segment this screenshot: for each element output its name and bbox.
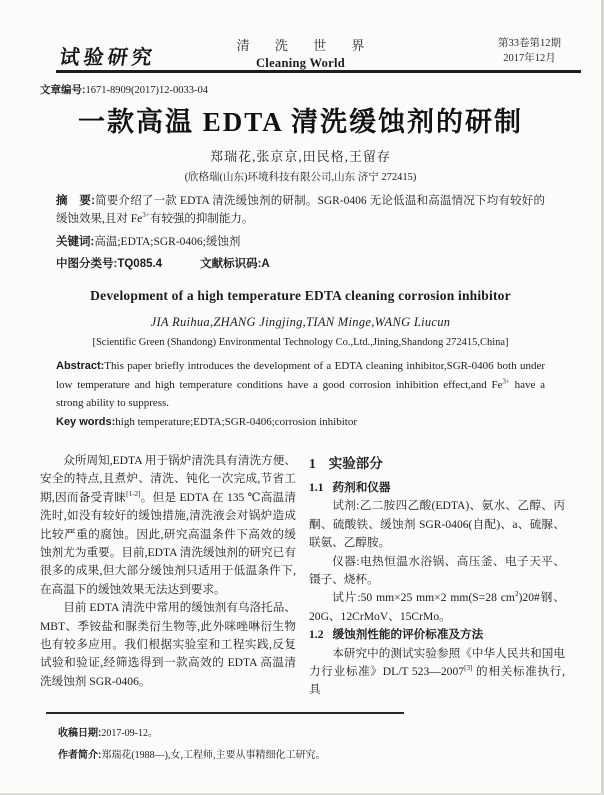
author-bio-value: 郑瑞花(1988—),女,工程师,主要从事精细化工研究。 <box>101 750 326 761</box>
paragraph-instruments: 仪器:电热恒温水浴锅、高压釜、电子天平、镊子、烧杯。 <box>309 554 565 587</box>
section-title: 实验部分 <box>328 456 383 471</box>
abstract-en-text: This paper briefly introduces the development of a EDTA cleaning inhibitor,SGR-0406 both under low temperature and high temperature conditions have a good corrosion inhibition effect,and $Fe^{3+}$ have a strong ability to suppress. <box>56 360 545 409</box>
header-rule <box>56 70 581 73</box>
journal-masthead <box>150 35 451 71</box>
paragraph-intro: 众所周知,EDTA 用于锅炉清洗具有清洗方便、安全的特点,且煮炉、清洗、钝化一次完成,节省工期,因而备受青睐[1-2]。但是 EDTA 在 135 ℃高温清洗时,如没有较好的缓蚀措施,清洗液会对锅炉造成比较严重的腐蚀。因此,研究高温条件下高效的缓蚀剂尤为重要。目前,EDTA 清洗缓蚀剂的研究已有很多的成果,但大部分缓蚀剂只适用于低温条件下,在高温下的缓蚀效果无法达到要求。 <box>40 454 297 596</box>
paragraph-inhibitors: 目前 EDTA 清洗中常用的缓蚀剂有乌洛托品、MBT、季铵盐和脲类衍生物等,此外咪唑啉衍生物也有较多应用。我们根据实验室和工程实践,反复试验和验证,经筛选得到一款高效的 EDTA 高温清洗缓蚀剂 SGR-0406。 <box>40 601 296 688</box>
subsection-heading-evaluation <box>309 626 565 644</box>
subsection-number: 1.2 <box>309 628 324 642</box>
paper-affiliation-cn: (欣格瑞(山东)环境科技有限公司,山东 济宁 272415) <box>184 172 417 183</box>
issue-info <box>498 36 561 66</box>
keywords-cn-label: 关键词: <box>56 235 95 248</box>
abstract-en-block <box>56 357 545 431</box>
body-left-column <box>40 452 296 700</box>
section-number: 1 <box>309 456 316 471</box>
journal-title-cn: 清 洗 世 界 <box>236 38 376 53</box>
english-heading-block <box>0 288 601 348</box>
abstract-cn <box>56 193 545 229</box>
received-date-value: 2017-09-12。 <box>101 728 159 739</box>
author-bio <box>58 746 326 761</box>
paper-authors-cn: 郑瑞花,张京京,田民格,王留存 <box>210 149 391 164</box>
paragraph-reagents: 试剂:乙二胺四乙酸(EDTA)、氨水、乙醇、丙酮、硫酸铁、缓蚀剂 SGR-0406(自配)、a、硫脲、联氨、乙醇胺。 <box>309 499 565 550</box>
abstract-cn-block <box>56 193 545 274</box>
paper-title-en: Development of a high temperature EDTA cleaning corrosion inhibitor <box>90 288 511 303</box>
keywords-cn-text: 高温;EDTA;SGR-0406;缓蚀剂 <box>94 235 241 248</box>
subsection-number: 1.1 <box>309 481 324 494</box>
classification-line <box>56 256 545 274</box>
section-heading-experiment <box>309 454 565 474</box>
keywords-cn <box>56 234 545 252</box>
journal-section-label: 试验研究 <box>58 47 158 69</box>
paper-authors-en: JIA Ruihua,ZHANG Jingjing,TIAN Minge,WANG Liucun <box>150 315 451 329</box>
document-code: 文献标识码:A <box>200 258 270 271</box>
clc-number: 中图分类号:TQ085.4 <box>56 258 163 271</box>
abstract-en <box>56 357 545 413</box>
abstract-cn-label: 摘 要: <box>56 195 95 207</box>
body-columns <box>40 452 565 700</box>
abstract-en-label: Abstract: <box>56 360 105 372</box>
abstract-cn-text: 简要介绍了一款 EDTA 清洗缓蚀剂的研制。SGR-0406 无论低温和高温情况下均有较好的缓蚀效果,且对 $Fe^{3+}$有较强的抑制能力。 <box>56 195 545 225</box>
issue-volume: 第33卷第12期 <box>498 38 561 49</box>
keywords-en-text: high temperature;EDTA;SGR-0406;corrosion inhibitor <box>115 415 357 428</box>
paper-affiliation-en: [Scientific Green (Shandong) Environmental Technology Co.,Ltd.,Jining,Shandong 272415,China] <box>92 337 509 348</box>
article-number-value: 1671-8909(2017)12-0033-04 <box>85 85 208 96</box>
keywords-en <box>56 413 545 432</box>
article-number-label: 文章编号: <box>40 84 86 96</box>
subsection-title: 缓蚀剂性能的评价标准及方法 <box>332 628 484 642</box>
body-right-column <box>309 452 565 700</box>
journal-title-en: Cleaning World <box>255 56 346 70</box>
paragraph-standard: 本研究中的测试实验参照《中华人民共和国电力行业标准》DL/T 523—2007[3] 的相关标准执行,具 <box>309 646 565 697</box>
issue-date: 2017年12月 <box>503 53 556 64</box>
article-number <box>40 82 208 97</box>
author-bio-label: 作者简介: <box>58 750 102 761</box>
keywords-en-label: Key words: <box>56 415 116 428</box>
paper-title-cn: 一款高温 EDTA 清洗缓蚀剂的研制 <box>77 107 524 137</box>
footnote-rule <box>46 712 404 714</box>
received-date-label: 收稿日期: <box>58 728 102 739</box>
subsection-title: 药剂和仪器 <box>332 481 391 494</box>
paragraph-test-pieces: 试片:50 mm×25 mm×2 mm(S=28 $cm^2)20\#$钢、20G、12CrMoV、15CrMo。 <box>309 590 565 623</box>
subsection-heading-reagents <box>309 479 565 497</box>
received-date <box>58 724 158 739</box>
